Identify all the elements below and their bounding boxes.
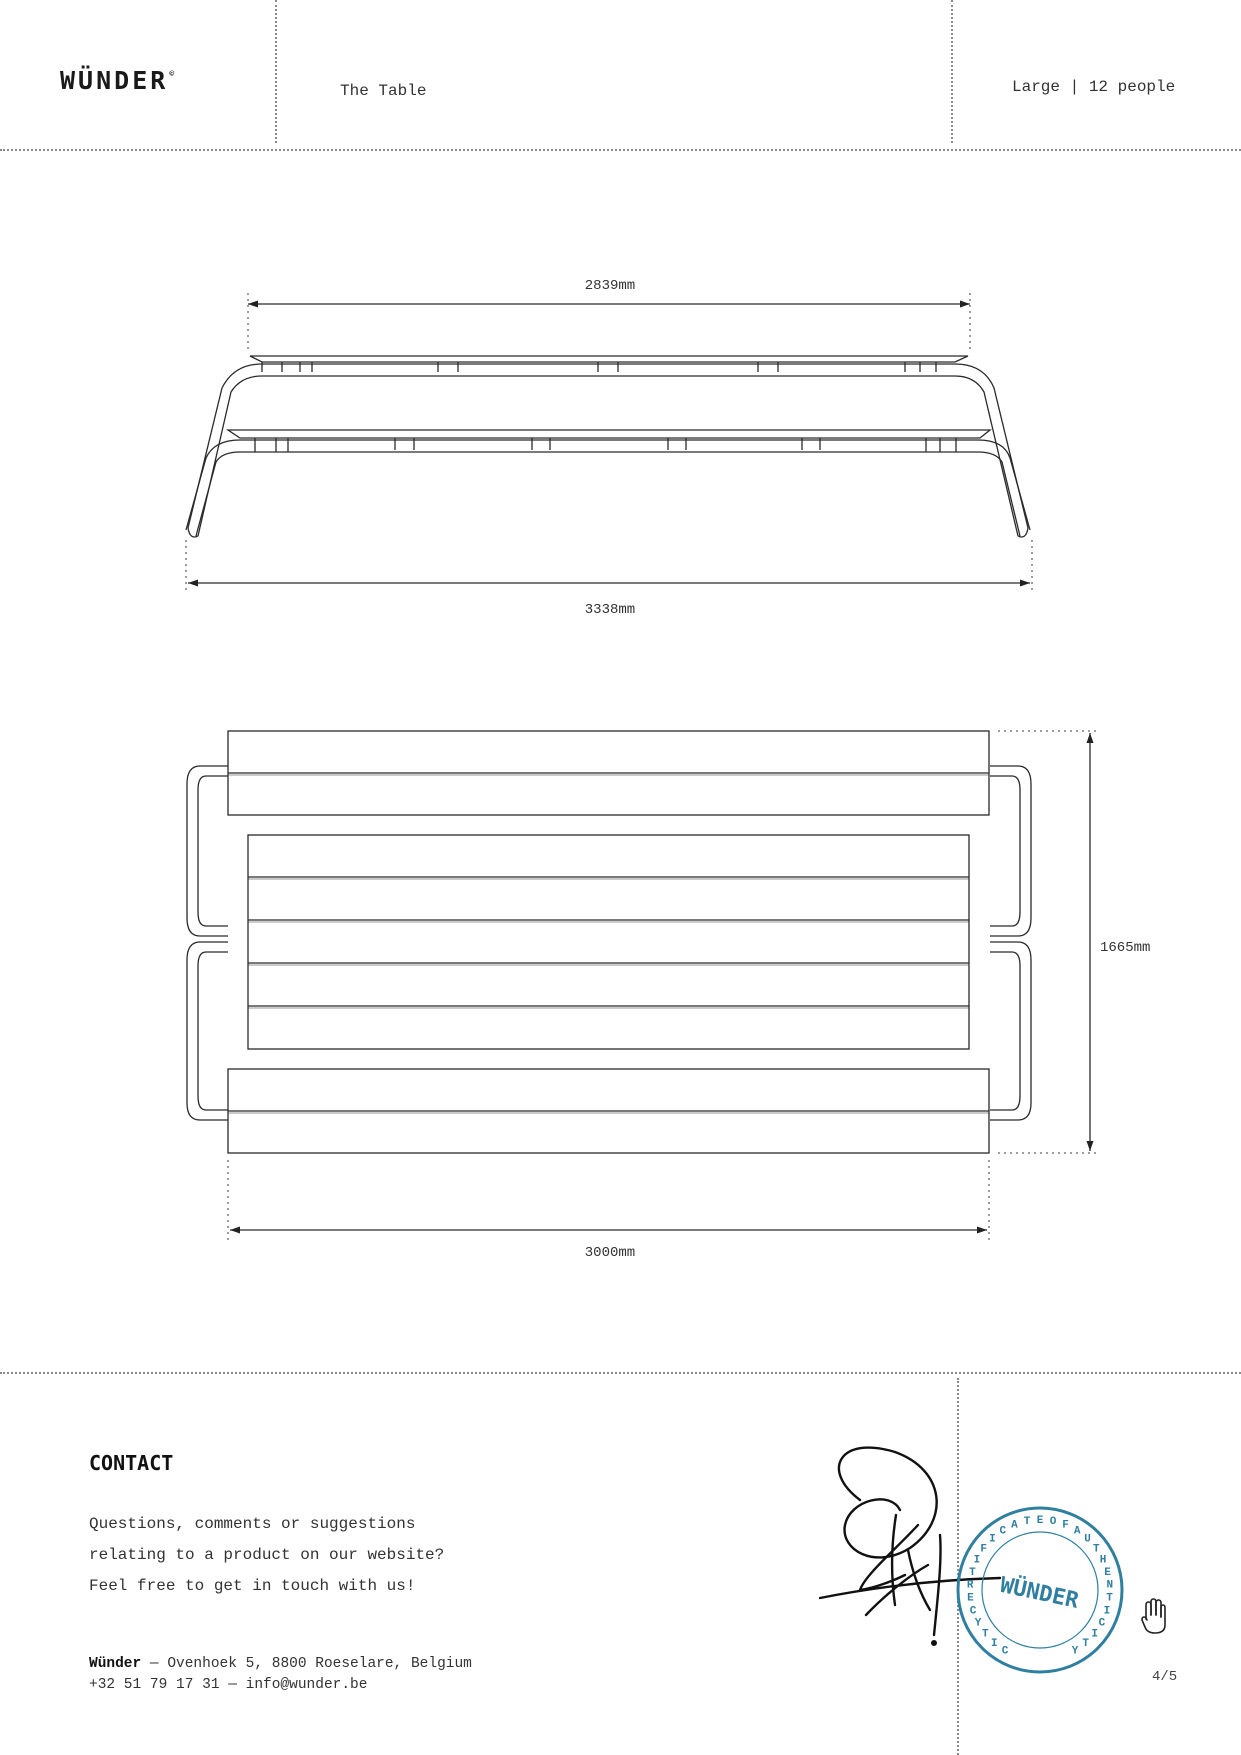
page-number: 4/5 xyxy=(1152,1669,1178,1685)
contact-title: CONTACT xyxy=(89,1451,174,1475)
company-phone-email: +32 51 79 17 31 — info@wunder.be xyxy=(89,1677,368,1693)
side-view xyxy=(186,293,1032,592)
contact-line: relating to a product on our website? xyxy=(89,1546,445,1564)
footer-rule xyxy=(0,1372,1241,1374)
hand-icon xyxy=(1141,1597,1167,1637)
contact-line: Questions, comments or suggestions xyxy=(89,1515,416,1533)
company-address: Wünder — Ovenhoek 5, 8800 Roeselare, Belgium xyxy=(89,1656,472,1672)
brand-logo: WÜNDER© xyxy=(60,66,175,95)
dim-bench-length: 3000mm xyxy=(584,1245,636,1261)
product-variant: Large | 12 people xyxy=(1012,78,1176,96)
dim-top-width: 2839mm xyxy=(584,278,636,294)
product-title: The Table xyxy=(340,82,427,100)
stamp-ring-text: CITYCERTIFIC A T E O F AUTH E N T I C I T Y xyxy=(966,1514,1114,1658)
stamp-text: WÜNDER xyxy=(997,1572,1081,1614)
signature-and-stamp xyxy=(800,1430,1160,1690)
dim-depth: 1665mm xyxy=(1100,940,1151,956)
top-view xyxy=(187,731,1100,1240)
contact-line: Feel free to get in touch with us! xyxy=(89,1577,416,1595)
dim-overall-length: 3338mm xyxy=(584,602,636,618)
